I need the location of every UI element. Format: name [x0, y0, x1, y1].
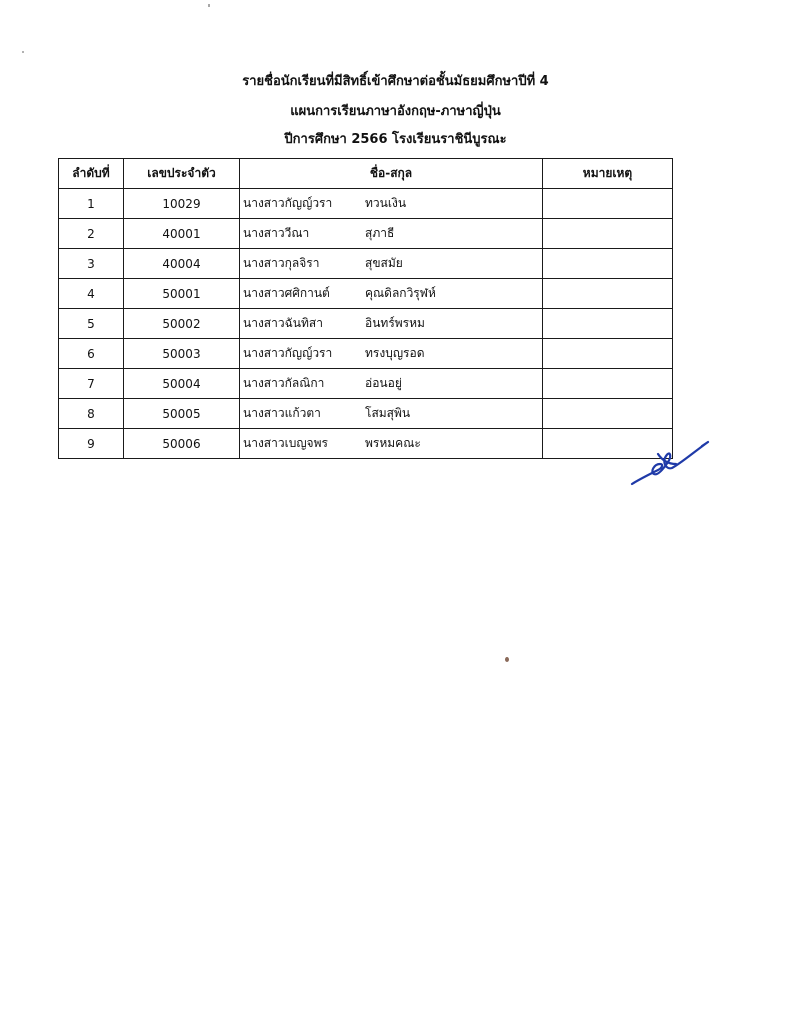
student-id-cell: 50005: [124, 399, 240, 429]
name-cell: [240, 309, 543, 339]
last-name: อินทร์พรหม: [365, 316, 425, 330]
order-cell: 7: [59, 369, 124, 399]
column-header-name: ชื่อ-สกุล: [240, 159, 543, 189]
last-name: สุภาธี: [365, 226, 395, 240]
program-subtitle: แผนการเรียนภาษาอังกฤษ-ภาษาญี่ปุ่น: [290, 104, 501, 119]
name-cell: [240, 369, 543, 399]
paper-dot: [22, 51, 24, 53]
table-row: [59, 189, 673, 219]
order-cell: 4: [59, 279, 124, 309]
student-id-cell: 50004: [124, 369, 240, 399]
student-id-cell: 50001: [124, 279, 240, 309]
table-row: [59, 219, 673, 249]
last-name: สุขสมัย: [365, 256, 403, 270]
column-header-student-id: เลขประจำตัว: [124, 159, 240, 189]
signature-mark: [628, 434, 712, 490]
student-id-cell: 50006: [124, 429, 240, 459]
remarks-cell: [543, 399, 673, 429]
first-name: นางสาวกัญญ์วรา: [243, 196, 333, 210]
order-cell: 2: [59, 219, 124, 249]
remarks-cell: [543, 339, 673, 369]
first-name: นางสาวแก้วตา: [243, 406, 321, 420]
last-name: ทรงบุญรอด: [365, 346, 425, 360]
student-id-cell: 10029: [124, 189, 240, 219]
paper-speck: [505, 657, 509, 662]
last-name: อ่อนอยู่: [365, 376, 402, 390]
student-id-cell: 40001: [124, 219, 240, 249]
first-name: นางสาวกัลณิกา: [243, 376, 325, 390]
order-cell: 3: [59, 249, 124, 279]
order-cell: 5: [59, 309, 124, 339]
name-cell: [240, 189, 543, 219]
table-row: [59, 279, 673, 309]
document-title: รายชื่อนักเรียนที่มีสิทธิ์เข้าศึกษาต่อชั้นมัธยมศึกษาปีที่ 4: [242, 74, 549, 89]
student-id-cell: 50002: [124, 309, 240, 339]
remarks-cell: [543, 189, 673, 219]
first-name: นางสาวกุลจิรา: [243, 256, 320, 270]
remarks-cell: [543, 249, 673, 279]
name-cell: [240, 429, 543, 459]
table-header-row: [59, 159, 673, 189]
name-cell: [240, 219, 543, 249]
table-row: [59, 399, 673, 429]
order-cell: 9: [59, 429, 124, 459]
student-id-cell: 40004: [124, 249, 240, 279]
first-name: นางสาวเบญจพร: [243, 436, 328, 450]
last-name: ทวนเงิน: [365, 196, 407, 210]
table-row: [59, 429, 673, 459]
name-cell: [240, 339, 543, 369]
remarks-cell: [543, 279, 673, 309]
table-row: [59, 339, 673, 369]
table-row: [59, 249, 673, 279]
order-cell: 1: [59, 189, 124, 219]
last-name: คุณดิลกวิรุฬห์: [365, 286, 436, 300]
name-cell: [240, 249, 543, 279]
first-name: นางสาวศศิกานต์: [243, 286, 330, 300]
first-name: นางสาววีณา: [243, 226, 310, 240]
remarks-cell: [543, 219, 673, 249]
last-name: พรหมคณะ: [365, 436, 421, 450]
order-cell: 6: [59, 339, 124, 369]
year-school-subtitle: ปีการศึกษา 2566 โรงเรียนราชินีบูรณะ: [284, 132, 507, 147]
name-cell: [240, 279, 543, 309]
remarks-cell: [543, 309, 673, 339]
first-name: นางสาวกัญญ์วรา: [243, 346, 333, 360]
paper-dot: [208, 4, 210, 7]
name-cell: [240, 399, 543, 429]
remarks-cell: [543, 369, 673, 399]
student-table: [58, 158, 673, 459]
table-row: [59, 309, 673, 339]
last-name: โสมสุพิน: [365, 406, 411, 420]
student-id-cell: 50003: [124, 339, 240, 369]
first-name: นางสาวฉันทิสา: [243, 316, 323, 330]
order-cell: 8: [59, 399, 124, 429]
column-header-remarks: หมายเหตุ: [543, 159, 673, 189]
column-header-order: ลำดับที่: [59, 159, 124, 189]
table-row: [59, 369, 673, 399]
